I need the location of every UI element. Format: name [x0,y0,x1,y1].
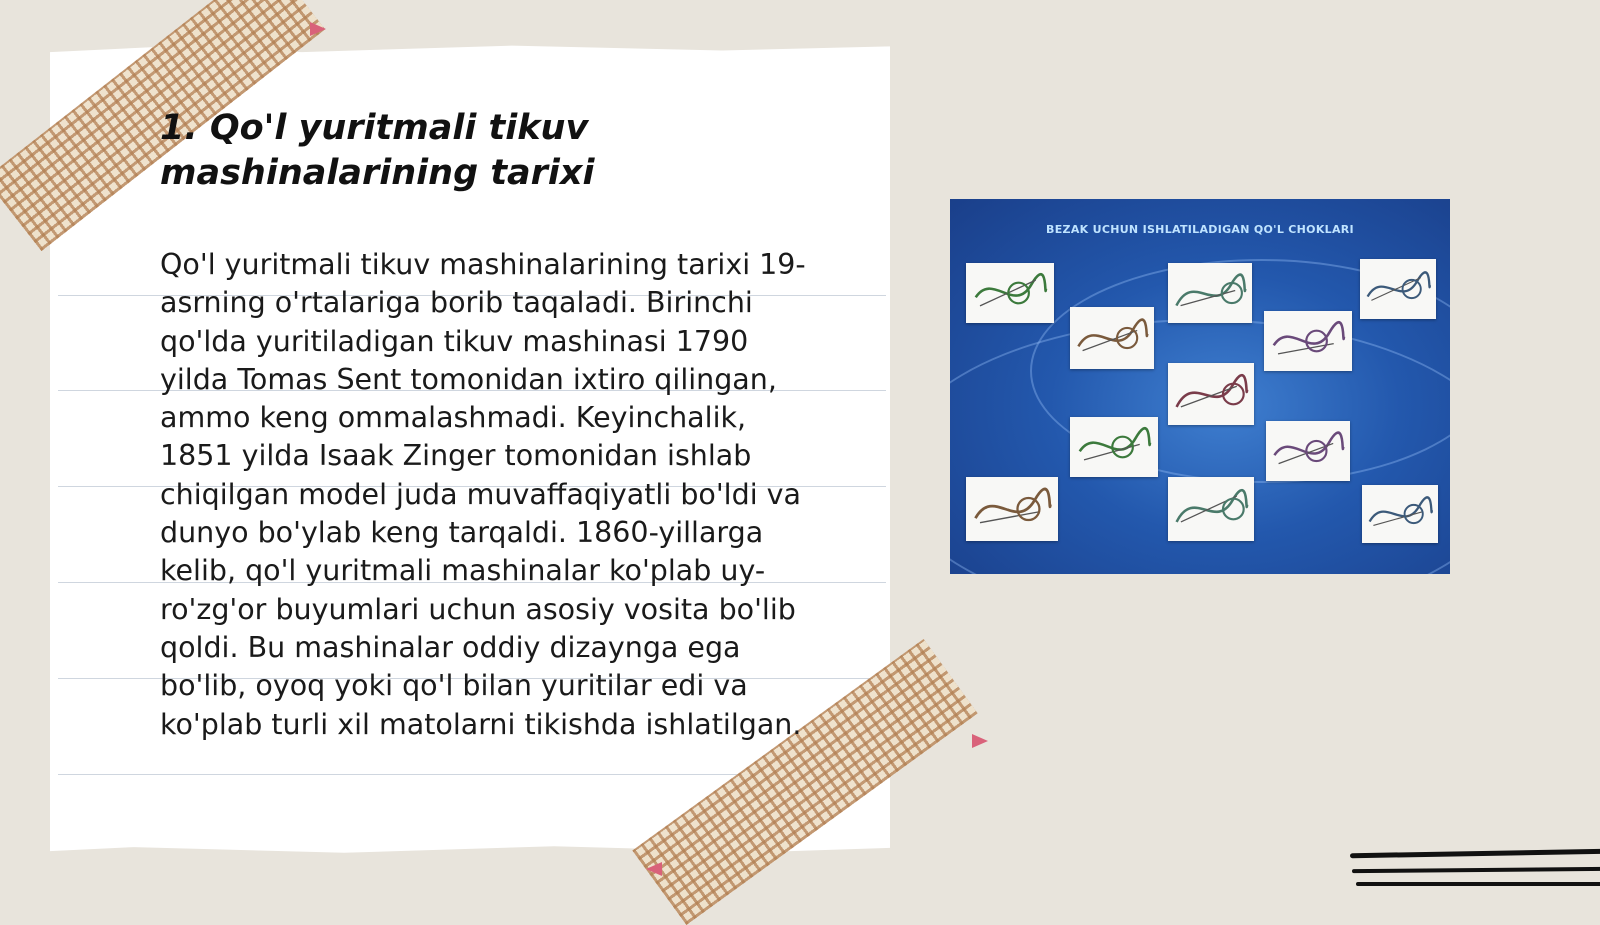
slide-title: 1. Qo'l yuritmali tikuv mashinalarining tarixi [160,108,595,193]
decorative-stroke [1356,882,1600,886]
stitch-sample-card [1264,311,1352,371]
stitch-drawing [1362,485,1438,543]
stitch-drawing [1168,363,1254,425]
stitch-sample-card [1360,259,1436,319]
stitch-drawing [966,263,1054,323]
stitch-drawing [1264,311,1352,371]
tape-tip [310,22,326,36]
stitch-sample-card [1266,421,1350,481]
stitch-sample-card [1362,485,1438,543]
stitch-drawing [1266,421,1350,481]
stitch-sample-card [1168,263,1252,323]
tape-tip [972,734,988,748]
decorative-stroke [1350,849,1600,859]
stitch-drawing [1070,307,1154,369]
decorative-stroke [1352,867,1600,873]
stitch-drawing [1070,417,1158,477]
stitch-sample-card [1070,307,1154,369]
stitch-drawing [1168,477,1254,541]
slide-body-text: Qo'l yuritmali tikuv mashinalarining tarixi 19- asrning o'rtalariga borib taqaladi. Birinchi qo'lda yuritiladigan tikuv mashinasi 1790 yilda Tomas Sent tomonidan ixtiro qilingan, ammo keng ommalashmadi. Keyinchalik, 1851 yilda Isaak Zinger tomonidan ishlab chiqilgan model juda muvaffaqiyatli bo'ldi va dunyo bo'ylab keng tarqaldi. 1860-yillarga kelib, qo'l yuritmali mashinalar ko'plab uy- ro'zg'or buyumlari uchun asosiy vosita bo'lib qoldi. Bu mashinalar oddiy dizaynga ega bo'lib, oyoq yoki qo'l bilan yuritilar edi va ko'plab turli xil matolarni tikishda ishlatilgan. [160,248,806,741]
stitch-sample-card [966,477,1058,541]
stitch-sample-card [966,263,1054,323]
stitch-drawing [966,477,1058,541]
stitch-sample-card [1168,363,1254,425]
stitch-sample-card [1070,417,1158,477]
stitch-drawing [1168,263,1252,323]
stitch-sample-card [1168,477,1254,541]
hand-stitches-image [950,199,1450,574]
tape-tip [646,862,662,876]
stitch-drawing [1360,259,1436,319]
image-caption: BEZAK UCHUN ISHLATILADIGAN QO'L CHOKLARI [1046,223,1354,236]
